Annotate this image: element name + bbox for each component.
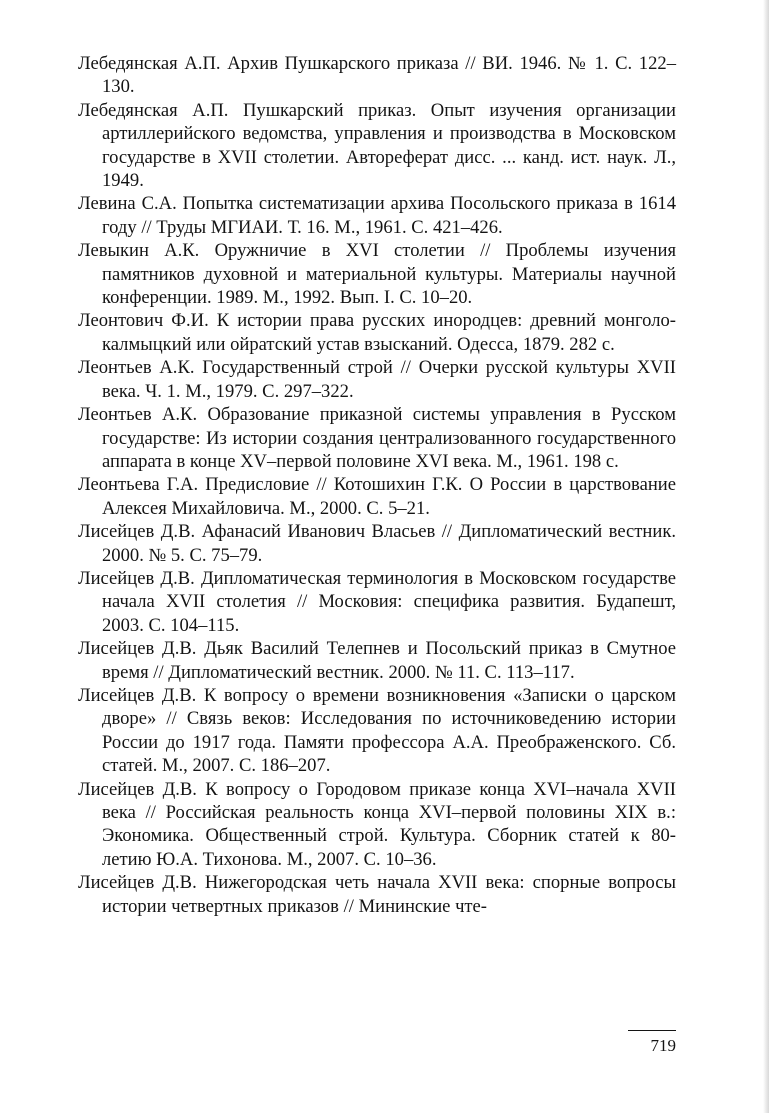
bibliography-entry: Леонтович Ф.И. К истории права русских инородцев: древний монголо-калмыцкий или ойратский устав взысканий. Одесса, 1879. 282 с. xyxy=(78,310,676,355)
bibliography-entry: Леонтьева Г.А. Предисловие // Котошихин Г.К. О России в царствование Алексея Михайловича. М., 2000. С. 5–21. xyxy=(78,474,676,519)
bibliography-entry: Лисейцев Д.В. К вопросу о Городовом приказе конца XVI–начала XVII века // Российская реальность конца XVI–первой половины XIX в.: Экономика. Общественный строй. Культура. Сборник статей к 80-летию Ю.А. Тихонова. М., 2007. С. 10–36. xyxy=(78,778,676,870)
bibliography-entry: Лисейцев Д.В. К вопросу о времени возникновения «Записки о царском дворе» // Связь веков: Исследования по источниковедению истории России до 1917 года. Памяти профессора А.А. Преображенского. Сб. статей. М., 2007. С. 186–207. xyxy=(78,684,676,777)
bibliography-entry: Левыкин А.К. Оружничие в XVI столетии // Проблемы изучения памятников духовной и материальной культуры. Материалы научной конференции. 1989. М., 1992. Вып. I. С. 10–20. xyxy=(78,240,676,309)
bibliography-entry: Лебедянская А.П. Пушкарский приказ. Опыт изучения организации артиллерийского ведомства, управления и производства в Московском государстве в XVII столетии. Автореферат дисс. ... канд. ист. наук. Л., 1949. xyxy=(78,99,676,192)
bibliography-entry: Лебедянская А.П. Архив Пушкарского приказа // ВИ. 1946. № 1. С. 122–130. xyxy=(78,53,676,98)
bibliography-entry: Леонтьев А.К. Государственный строй // Очерки русской культуры XVII века. Ч. 1. М., 1979. С. 297–322. xyxy=(78,357,676,402)
bibliography-entry: Левина С.А. Попытка систематизации архива Посольского приказа в 1614 году // Труды МГИАИ. Т. 16. М., 1961. С. 421–426. xyxy=(78,193,676,238)
page-number-rule xyxy=(628,1030,676,1031)
bibliography-page xyxy=(78,52,676,918)
bibliography-entry: Леонтьев А.К. Образование приказной системы управления в Русском государстве: Из истории создания централизованного государственного аппарата в конце XV–первой половине XVI века. М., 1961. 198 с. xyxy=(78,404,676,472)
bibliography-entry: Лисейцев Д.В. Нижегородская четь начала XVII века: спорные вопросы истории четвертных приказов // Мининские чте- xyxy=(78,872,676,917)
page-edge-shadow xyxy=(763,0,769,1113)
page-number: 719 xyxy=(650,1036,676,1055)
bibliography-entry: Лисейцев Д.В. Дипломатическая терминология в Московском государстве начала XVII столетия // Московия: специфика развития. Будапешт, 2003. С. 104–115. xyxy=(78,567,676,636)
bibliography-entry: Лисейцев Д.В. Афанасий Иванович Власьев // Дипломатический вестник. 2000. № 5. С. 75–79. xyxy=(78,521,676,566)
bibliography-entry: Лисейцев Д.В. Дьяк Василий Телепнев и Посольский приказ в Смутное время // Дипломатический вестник. 2000. № 11. С. 113–117. xyxy=(78,638,676,683)
